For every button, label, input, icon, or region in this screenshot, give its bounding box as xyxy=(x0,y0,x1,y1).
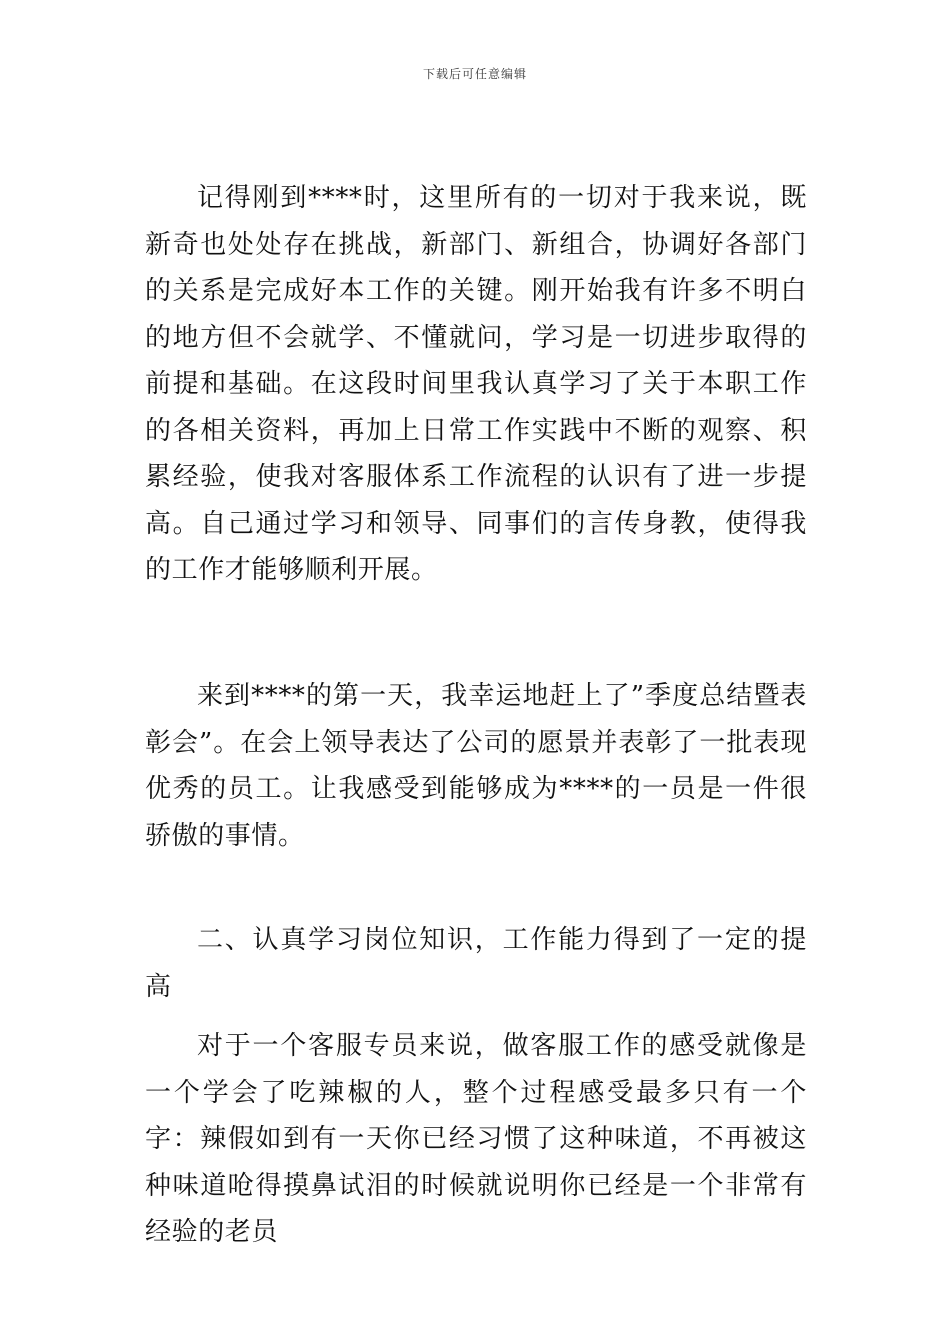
header-note: 下载后可任意编辑 xyxy=(422,67,527,81)
paragraph-customer-service: 对于一个客服专员来说，做客服工作的感受就像是一个学会了吃辣椒的人，整个过程感受最多只有一个字：辣假如到有一天你已经习惯了这种味道，不再被这种味道呛得摸鼻试泪的时候就说明你已经是一个非常有经验的老员 xyxy=(145,1031,807,1247)
section-heading: 二、认真学习岗位知识，工作能力得到了一定的提高 xyxy=(145,925,807,1002)
paragraph-first-day: 来到****的第一天，我幸运地赶上了”季度总结暨表彰会”。在会上领导表达了公司的愿景并表彰了一批表现优秀的员工。让我感受到能够成为****的一员是一件很骄傲的事情。 xyxy=(145,681,807,851)
paragraph-intro: 记得刚到****时，这里所有的一切对于我来说，既新奇也处处存在挑战，新部门、新组合，协调好各部门的关系是完成好本工作的关键。刚开始我有许多不明白的地方但不会就学、不懂就问，学习是一切进步取得的前提和基础。在这段时间里我认真学习了关于本职工作的各相关资料，再加上日常工作实践中不断的观察、积累经验，使我对客服体系工作流程的认识有了进一步提高。自己通过学习和领导、同事们的言传身教，使得我的工作才能够顺利开展。 xyxy=(145,183,807,585)
